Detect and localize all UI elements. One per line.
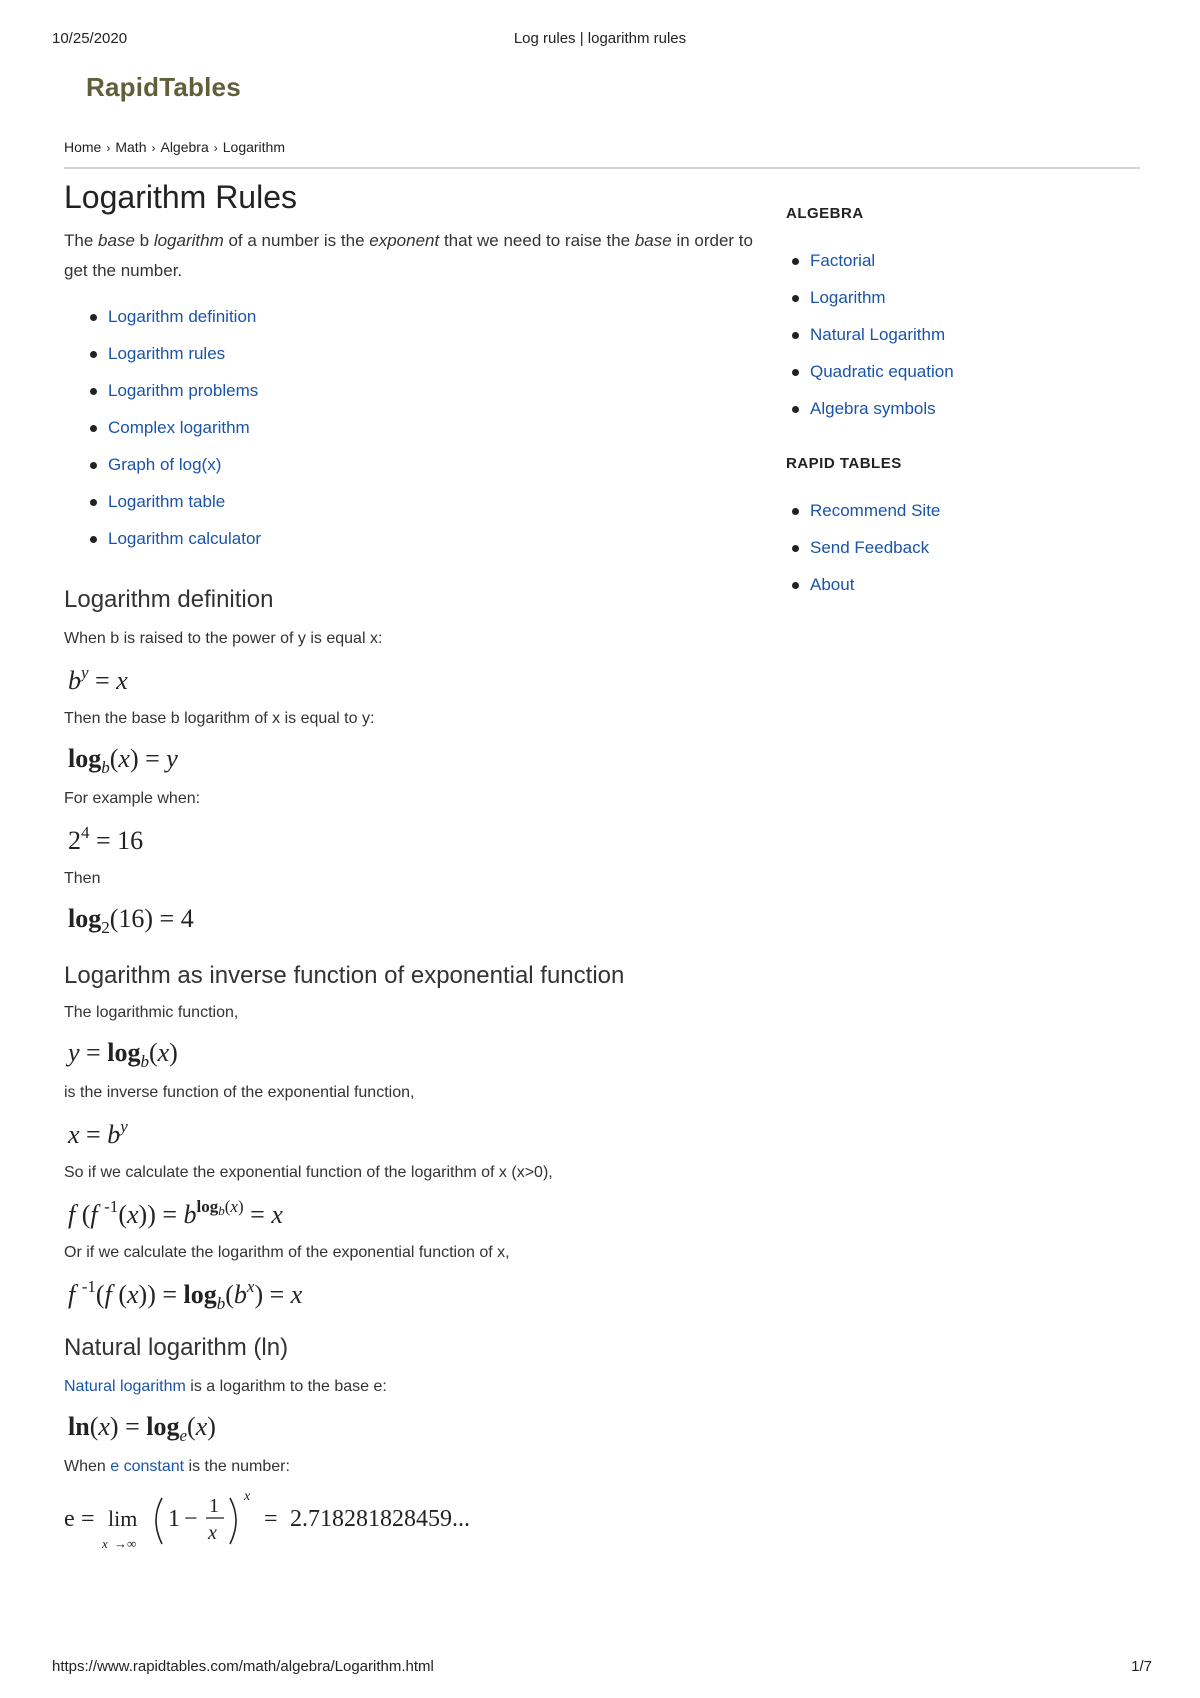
section-heading-definition: Logarithm definition: [64, 586, 274, 613]
toc-link-graph[interactable]: Graph of log(x): [108, 455, 222, 474]
e-limit-formula: [64, 1484, 504, 1556]
svg-text:=: =: [81, 1506, 95, 1532]
equation-log-function: $y = \log_b(x)$: [68, 1038, 178, 1071]
equation-example-log: $\log_2(16) = 4$: [68, 904, 194, 937]
definition-text-4: Then: [64, 870, 101, 887]
sidebar: [786, 205, 1146, 611]
intro-paragraph: The base b logarithm of a number is the exponent that we need to raise the base in order to get the number.: [64, 231, 753, 280]
sidebar-link-about[interactable]: About: [810, 575, 855, 594]
breadcrumb-logarithm: Logarithm: [222, 139, 286, 155]
toc-item[interactable]: [90, 491, 764, 528]
toc-item[interactable]: [90, 343, 764, 380]
print-date: 10/25/2020: [52, 30, 128, 47]
equation-example-power: $2^4 = 16$: [68, 823, 144, 855]
inverse-text-4: Or if we calculate the logarithm of the exponential function of x,: [64, 1244, 510, 1261]
sidebar-link-logarithm[interactable]: Logarithm: [810, 288, 886, 307]
sidebar-item[interactable]: [792, 537, 1146, 574]
toc-item[interactable]: [90, 417, 764, 454]
breadcrumb-separator: ›: [213, 141, 218, 155]
natural-text-2: When e constant is the number:: [64, 1458, 290, 1475]
breadcrumb-separator: ›: [151, 141, 156, 155]
site-logo[interactable]: RapidTables: [86, 72, 241, 102]
equation-ln: $\ln(x) = \log_e(x)$: [68, 1412, 216, 1445]
breadcrumb-home[interactable]: Home: [64, 139, 102, 155]
toc-link-problems[interactable]: Logarithm problems: [108, 381, 259, 400]
definition-text-1: When b is raised to the power of y is equal x:: [64, 630, 383, 647]
sidebar-item[interactable]: [792, 250, 1146, 287]
sidebar-item[interactable]: [792, 500, 1146, 537]
section-heading-inverse: Logarithm as inverse function of exponential function: [64, 962, 625, 989]
main-content: [64, 176, 764, 1554]
equation-inverse-2: f $^{-1}$(f $(x)) = \log_b(b^x) = x$: [68, 1277, 303, 1313]
toc-item[interactable]: [90, 380, 764, 417]
svg-text:−: −: [184, 1506, 198, 1532]
svg-text:e: e: [64, 1506, 75, 1532]
toc-link-complex[interactable]: Complex logarithm: [108, 418, 250, 437]
equation-e-limit: [64, 1484, 764, 1554]
sidebar-link-recommend-site[interactable]: Recommend Site: [810, 501, 941, 520]
sidebar-link-send-feedback[interactable]: Send Feedback: [810, 538, 930, 557]
sidebar-heading-algebra: ALGEBRA: [786, 205, 864, 222]
sidebar-item[interactable]: [792, 324, 1146, 361]
equation-exp-function: $x = b^y$: [68, 1117, 128, 1149]
equation-power: $b^y = x$: [68, 663, 128, 695]
header-divider: [64, 167, 1140, 169]
sidebar-link-natural-logarithm[interactable]: Natural Logarithm: [810, 325, 946, 344]
inverse-text-1: The logarithmic function,: [64, 1004, 239, 1021]
sidebar-algebra-list: [786, 250, 1146, 435]
sidebar-link-algebra-symbols[interactable]: Algebra symbols: [810, 399, 936, 418]
definition-text-3: For example when:: [64, 790, 201, 807]
table-of-contents: [64, 306, 764, 565]
natural-text-1: Natural logarithm is a logarithm to the base e:: [64, 1378, 387, 1395]
breadcrumb-math[interactable]: Math: [115, 139, 147, 155]
svg-text:x: x: [102, 1536, 108, 1551]
toc-link-rules[interactable]: Logarithm rules: [108, 344, 226, 363]
sidebar-link-factorial[interactable]: Factorial: [810, 251, 876, 270]
toc-link-calculator[interactable]: Logarithm calculator: [108, 529, 262, 548]
toc-item[interactable]: [90, 528, 764, 565]
sidebar-item[interactable]: [792, 361, 1146, 398]
inverse-text-2: is the inverse function of the exponential function,: [64, 1084, 415, 1101]
svg-text:=: =: [264, 1506, 278, 1532]
toc-link-table[interactable]: Logarithm table: [108, 492, 226, 511]
section-heading-natural: Natural logarithm (ln): [64, 1334, 289, 1361]
e-constant-link[interactable]: e constant: [110, 1458, 185, 1475]
svg-text:1: 1: [168, 1506, 180, 1532]
sidebar-link-quadratic-equation[interactable]: Quadratic equation: [810, 362, 954, 381]
breadcrumb-algebra[interactable]: Algebra: [160, 139, 209, 155]
toc-link-definition[interactable]: Logarithm definition: [108, 307, 257, 326]
equation-log-definition: $\log_b(x) = y$: [68, 744, 178, 777]
page-title: Logarithm Rules: [64, 179, 297, 215]
equation-inverse-1: f (f $^{-1}(x)) = b^{logb(x)} = x$: [68, 1197, 283, 1229]
sidebar-heading-rapid-tables: RAPID TABLES: [786, 455, 902, 472]
sidebar-rapid-list: [786, 500, 1146, 611]
svg-text:lim: lim: [108, 1506, 138, 1531]
toc-item[interactable]: [90, 454, 764, 491]
sidebar-item[interactable]: [792, 287, 1146, 324]
print-page-title: Log rules | logarithm rules: [513, 30, 687, 47]
svg-text:x: x: [208, 1522, 217, 1544]
svg-text:→∞: →∞: [114, 1536, 137, 1551]
breadcrumb-separator: ›: [106, 141, 111, 155]
svg-text:x: x: [244, 1489, 251, 1504]
sidebar-item[interactable]: [792, 398, 1146, 435]
definition-text-2: Then the base b logarithm of x is equal to y:: [64, 710, 375, 727]
toc-item[interactable]: [90, 306, 764, 343]
sidebar-item[interactable]: [792, 574, 1146, 611]
print-page-number: 1/7: [1131, 1658, 1152, 1675]
print-footer-url: https://www.rapidtables.com/math/algebra/Logarithm.html: [52, 1658, 434, 1675]
inverse-text-3: So if we calculate the exponential function of the logarithm of x (x>0),: [64, 1164, 553, 1181]
svg-text:1: 1: [209, 1495, 219, 1517]
breadcrumb: [64, 139, 285, 155]
e-value: 2.718281828459...: [290, 1506, 470, 1532]
natural-logarithm-link[interactable]: Natural logarithm: [64, 1378, 186, 1395]
